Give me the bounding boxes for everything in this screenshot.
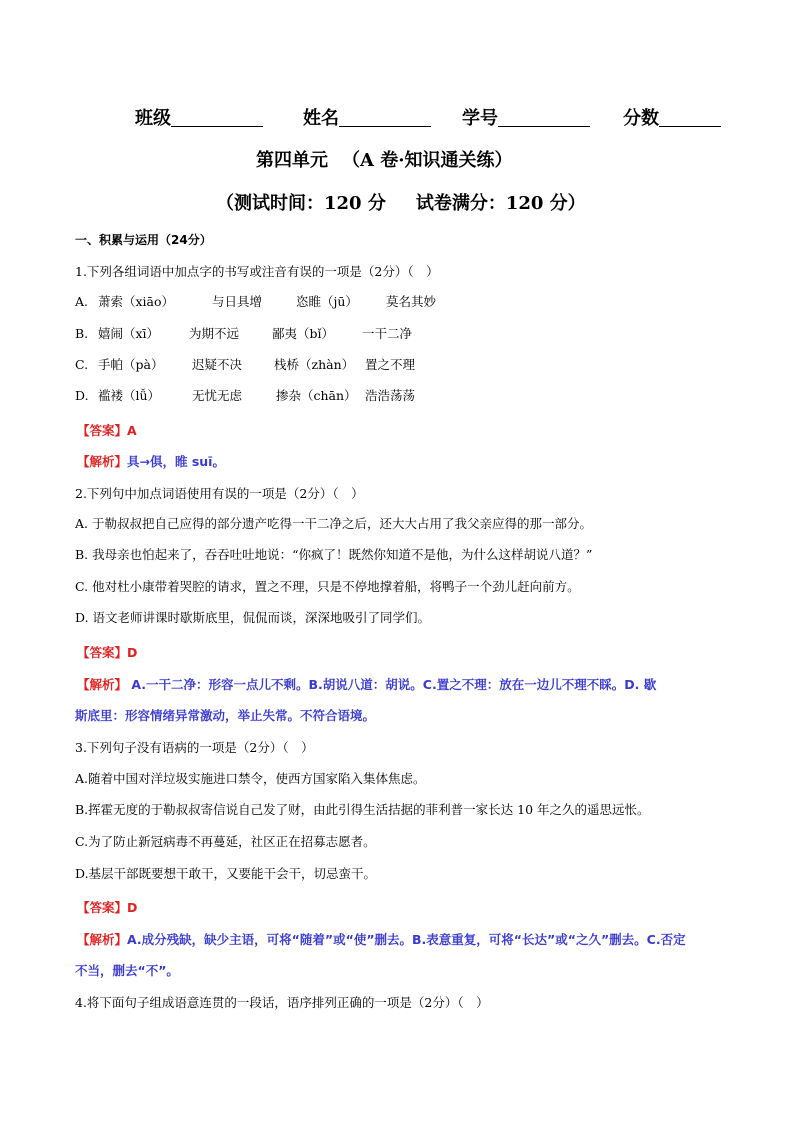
question-3-explanation-line1: 【解析】A.成分残缺，缺少主语，可将“随着”或“使”删去。B.表意重复，可将“长达”或“之久”删去。C.否定 (77, 932, 686, 947)
score-field (623, 104, 721, 130)
question-2-option-b: B. 我母亲也怕起来了，吞吞吐吐地说：“你疯了！既然你知道不是他，为什么这样胡说八道？” (75, 547, 593, 562)
question-3-stem: 3.下列句子没有语病的一项是（2分）（ ） (75, 740, 314, 755)
question-1-explanation: 【解析】具→俱，睢 suī。 (77, 454, 225, 469)
question-2-option-c: C. 他对杜小康带着哭腔的请求，置之不理，只是不停地撑着船，将鸭子一个劲儿赶向前方。 (75, 579, 580, 594)
question-1-option-a: A. 萧索（xiāo） 与日具增 恣睢（jū） 莫名其妙 (75, 294, 437, 309)
section-heading: 一、积累与运用（24分） (75, 233, 212, 247)
question-1-option-c: C. 手帕（pà） 迟疑不决 栈桥（zhàn） 置之不理 (75, 357, 416, 372)
class-field (135, 104, 263, 130)
question-3-option-c: C.为了防止新冠病毒不再蔓延，社区正在招募志愿者。 (75, 834, 376, 849)
question-1-answer: 【答案】A (77, 423, 137, 438)
question-3-option-a: A.随着中国对洋垃圾实施进口禁令，使西方国家陷入集体焦虑。 (75, 771, 426, 786)
student-id-label: 学号 (462, 108, 498, 129)
question-2-answer: 【答案】D (77, 645, 138, 660)
question-3-option-d: D.基层干部既要想干敢干，又要能干会干，切忌蛮干。 (75, 866, 377, 881)
question-1-option-d: D. 褴褛（lǚ） 无忧无虑 掺杂（chān） 浩浩荡荡 (75, 388, 416, 403)
test-info (216, 189, 586, 215)
full-score: 试卷满分：120 分） (415, 193, 586, 214)
question-1-option-b: B. 嬉闹（xī） 为期不远 鄙夷（bǐ） 一干二净 (75, 326, 413, 341)
question-2-explanation-line2: 斯底里：形容情绪异常激动，举止失常。不符合语境。 (75, 708, 376, 723)
name-blank[interactable] (339, 108, 431, 127)
unit-subtitle: （A 卷·知识通关练） (342, 150, 513, 171)
name-field (303, 104, 431, 130)
question-2-option-a: A. 于勒叔叔把自己应得的部分遗产吃得一干二净之后，还大大占用了我父亲应得的那一部分。 (75, 516, 592, 531)
name-label: 姓名 (303, 108, 339, 129)
question-3-explanation-line2: 不当，删去“不”。 (75, 963, 179, 978)
class-label: 班级 (135, 108, 171, 129)
test-time: （测试时间：120 分 (216, 193, 386, 214)
question-2-stem: 2.下列句中加点词语使用有误的一项是（2分）（ ） (75, 486, 364, 501)
score-blank[interactable] (659, 108, 721, 127)
unit-name: 第四单元 (256, 150, 328, 171)
question-4-stem: 4.将下面句子组成语意连贯的一段话，语序排列正确的一项是（2分）（ ） (75, 995, 489, 1010)
question-3-option-b: B.挥霍无度的于勒叔叔寄信说自己发了财，由此引得生活拮据的菲利普一家长达 10 年之久的遥思远怅。 (75, 802, 650, 817)
question-2-explanation-line1: 【解析】 A.一干二净：形容一点儿不剩。B.胡说八道：胡说。C.置之不理：放在一边儿不理不睬。D. 歇 (77, 677, 657, 692)
question-3-answer: 【答案】D (77, 900, 138, 915)
student-id-blank[interactable] (498, 108, 590, 127)
student-id-field (462, 104, 590, 130)
unit-title (256, 146, 513, 172)
question-1-stem: 1.下列各组词语中加点字的书写或注音有误的一项是（2分）（ ） (75, 264, 439, 279)
question-2-option-d: D. 语文老师讲课时歇斯底里，侃侃而谈，深深地吸引了同学们。 (75, 610, 431, 625)
class-blank[interactable] (171, 108, 263, 127)
score-label: 分数 (623, 108, 659, 129)
